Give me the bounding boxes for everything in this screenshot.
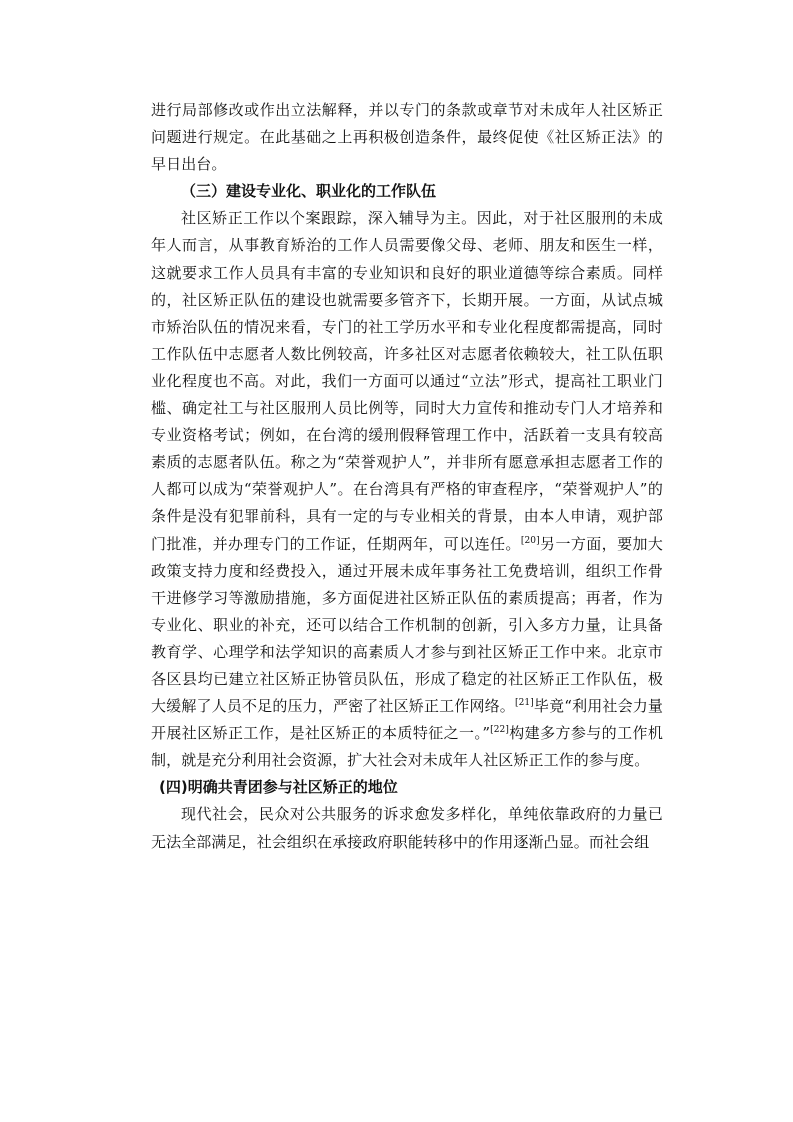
- paragraph-team-text-a: 社区矫正工作以个案跟踪，深入辅导为主。因此，对于社区服刑的未成年人而言，从事教育矫治的工作人员需要像父母、老师、朋友和医生一样，这就要求工作人员具有丰富的专业知识和良好的职业道德等综合素质。同样的，社区矫正队伍的建设也就需要多管齐下，长期开展。一方面，从试点城市矫治队伍的情况来看，专门的社工学历水平和专业化程度都需提高，同时工作队伍中志愿者人数比例较高，许多社区对志愿者依赖较大，社工队伍职业化程度也不高。对此，我们一方面可以通过“立法”形式，提高社工职业门槛、确定社工与社区服刑人员比例等，同时大力宣传和推动专门人才培养和专业资格考试；例如，在台湾的缓刑假释管理工作中，活跃着一支具有较高素质的志愿者队伍。称之为“荣誉观护人”，并非所有愿意承担志愿者工作的人都可以成为“荣誉观护人”。在台湾具有严格的审查程序，“荣誉观护人”的条件是没有犯罪前科，具有一定的与专业相关的背景，由本人申请，观护部门批准，并办理专门的工作证，任期两年，可以连任。: [151, 209, 663, 553]
- citation-20: [20]: [520, 535, 540, 546]
- paragraph-team-text-d: 构建多方参与的工作机制，就是充分利用社会资源，扩大社会对未成年人社区矫正工作的参与度。: [151, 724, 663, 770]
- paragraph-team: [151, 205, 663, 774]
- section-heading-3: （三）建设专业化、职业化的工作队伍: [181, 182, 437, 201]
- document-body: [151, 97, 663, 856]
- paragraph-team-text-c: 毕竟“利用社会力量开展社区矫正工作，是社区矫正的本质特征之一。”: [151, 697, 663, 743]
- citation-22: [22]: [490, 725, 509, 736]
- section-heading-4: (四)明确共青团参与社区矫正的地位: [159, 778, 398, 797]
- paragraph-league: 现代社会，民众对公共服务的诉求愈发多样化，单纯依靠政府的力量已无法全部满足，社会组织在承接政府职能转移中的作用逐渐凸显。而社会组: [151, 805, 663, 851]
- paragraph-team-text-b: 另一方面，要加大政策支持力度和经费投入，通过开展未成年事务社工免费培训，组织工作骨干进修学习等激励措施，多方面促进社区矫正队伍的素质提高；再者，作为专业化、职业的补充，还可以结合工作机制的创新，引入多方力量，让具备教育学、心理学和法学知识的高素质人才参与到社区矫正工作中来。北京市各区县均已建立社区矫正协管员队伍，形成了稳定的社区矫正工作队伍，极大缓解了人员不足的压力，严密了社区矫正工作网络。: [151, 534, 663, 716]
- citation-21: [21]: [514, 698, 534, 709]
- paragraph-intro: 进行局部修改或作出立法解释，并以专门的条款或章节对未成年人社区矫正问题进行规定。在此基础之上再积极创造条件，最终促使《社区矫正法》的早日出台。: [151, 101, 663, 174]
